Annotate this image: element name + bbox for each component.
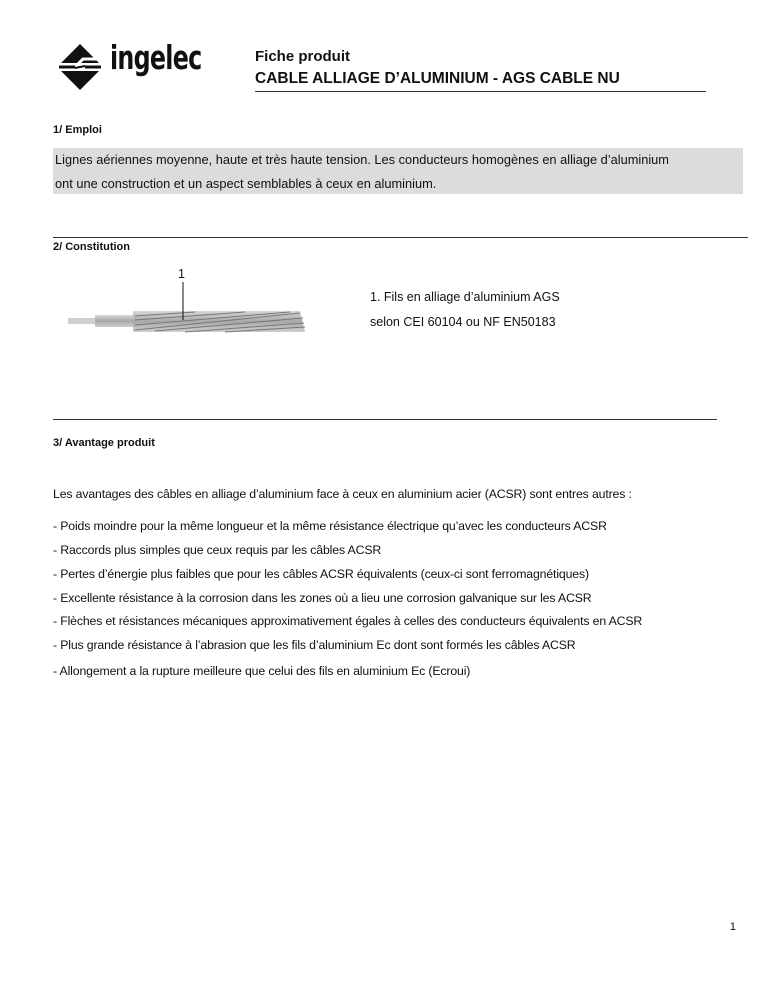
list-item: - Raccords plus simples que ceux requis par les câbles ACSR xyxy=(53,543,382,557)
doc-type: Fiche produit xyxy=(255,48,350,65)
list-item: - Excellente résistance à la corrosion dans les zones où a lieu une corrosion galvanique sur les ACSR xyxy=(53,591,592,605)
list-item: - Plus grande résistance à l’abrasion que les fils d’aluminium Ec dont sont formés les câbles ACSR xyxy=(53,638,576,652)
legend-line: 1. Fils en alliage d’aluminium AGS xyxy=(370,290,560,304)
emploi-line: Lignes aériennes moyenne, haute et très haute tension. Les conducteurs homogènes en alliage d’aluminium xyxy=(55,152,669,167)
list-item: - Pertes d’énergie plus faibles que pour les câbles ACSR équivalents (ceux-ci sont ferromagnétiques) xyxy=(53,567,589,581)
cable-image xyxy=(65,282,310,337)
emploi-box xyxy=(53,148,743,194)
emploi-line: ont une construction et un aspect semblables à ceux en aluminium. xyxy=(55,176,437,191)
page-number: 1 xyxy=(729,921,736,933)
callout-number: 1 xyxy=(178,267,185,281)
list-item: - Allongement a la rupture meilleure que celui des fils en aluminium Ec (Ecroui) xyxy=(53,664,471,678)
list-item: - Flèches et résistances mécaniques approximativement égales à celles des conducteurs équivalents en ACSR xyxy=(53,614,643,628)
section-heading-constitution: 2/ Constitution xyxy=(53,241,130,253)
section-divider xyxy=(53,237,748,238)
ingelec-logo-icon xyxy=(57,44,103,90)
brand-name: ingelec xyxy=(110,38,202,77)
section-heading-emploi: 1/ Emploi xyxy=(53,124,102,136)
legend-line: selon CEI 60104 ou NF EN50183 xyxy=(370,315,556,329)
avantage-intro: Les avantages des câbles en alliage d’aluminium face à ceux en aluminium acier (ACSR) sont entres autres : xyxy=(53,487,632,501)
title-divider xyxy=(255,91,706,92)
section-heading-avantage: 3/ Avantage produit xyxy=(53,437,155,449)
list-item: - Poids moindre pour la même longueur et la même résistance électrique qu’avec les conducteurs ACSR xyxy=(53,519,607,533)
section-divider xyxy=(53,419,717,420)
page-title: CABLE ALLIAGE D’ALUMINIUM - AGS CABLE NU xyxy=(255,70,620,87)
